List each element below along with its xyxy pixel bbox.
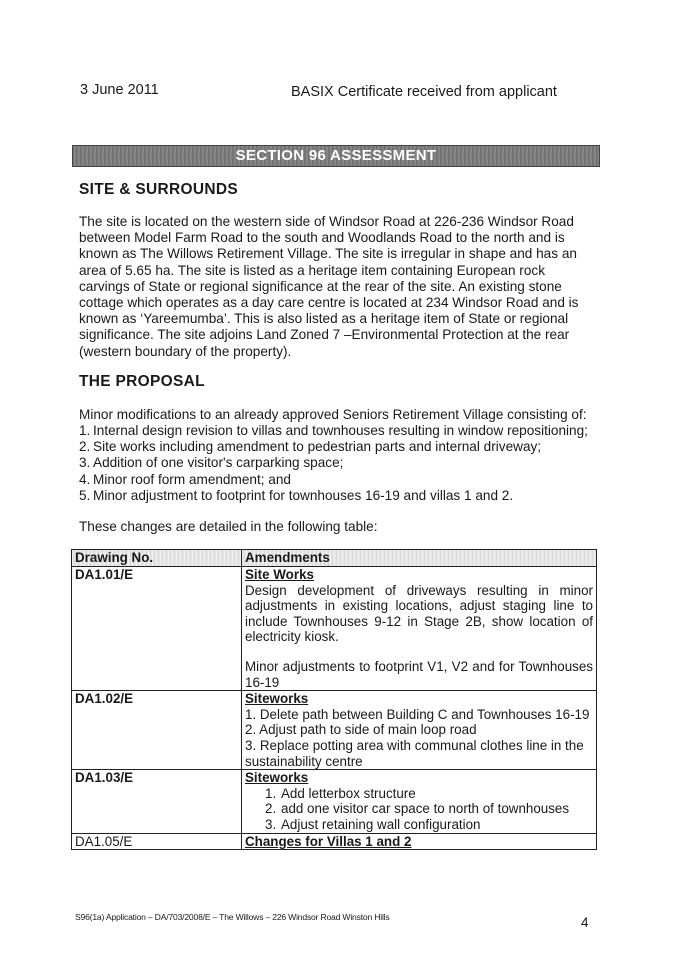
table-header-row: [72, 550, 597, 567]
header-date: 3 June 2011: [80, 82, 159, 98]
table-row: [72, 770, 597, 833]
amendment-title: Site Works: [245, 567, 314, 582]
drawing-number: DA1.05/E: [72, 833, 242, 850]
amendment-line: 1. Delete path between Building C and Townhouses 16-19: [245, 706, 590, 722]
column-header-drawing: Drawing No.: [72, 550, 242, 567]
proposal-heading: THE PROPOSAL: [79, 373, 205, 390]
site-paragraph: The site is located on the western side of Windsor Road at 226-236 Windsor Road between Model Farm Road to the south and Woodlands Road to the north and is known as The Willows Retirement Village. The site is irregular in shape and has an area of 5.65 ha. The site is listed as a heritage item containing European rock carvings of State or regional significance at the rear of the site. An existing stone cottage which operates as a day care centre is located at 234 Windsor Road and is known as ‘Yareemumba’. This is also listed as a heritage item of State or regional significance. The site adjoins Land Zoned 7 –Environmental Protection at the rear (western boundary of the property).: [79, 214, 579, 359]
amendment-cell: [242, 691, 597, 770]
list-item: 1. Internal design revision to villas and townhouses resulting in window repositioning;: [79, 423, 588, 438]
list-item: 1. Add letterbox structure: [265, 785, 416, 801]
list-item: 3. Addition of one visitor's carparking space;: [79, 455, 344, 471]
amendment-line: 2. Adjust path to side of main loop road: [245, 722, 477, 738]
amendment-cell: [242, 833, 597, 850]
proposal-list: [79, 423, 599, 504]
list-item: 2. add one visitor car space to north of townhouses: [265, 801, 570, 817]
amendment-title: Siteworks: [245, 770, 309, 786]
page-number: 4: [581, 915, 589, 930]
list-item: 5. Minor adjustment to footprint for townhouses 16-19 and villas 1 and 2.: [79, 487, 514, 503]
table-row: [72, 567, 597, 691]
amendment-text: Design development of driveways resulting in minor adjustments in existing locations, adjust staging line to include Townhouses 9-12 in Stage 2B, show location of electricity kiosk.: [245, 582, 593, 645]
list-item: 4. Minor roof form amendment; and: [79, 471, 291, 487]
amendment-title: Changes for Villas 1 and 2: [245, 833, 412, 849]
table-intro: These changes are detailed in the following table:: [79, 519, 378, 534]
drawing-number: DA1.01/E: [72, 567, 242, 691]
drawing-number: DA1.02/E: [72, 691, 242, 770]
amendment-cell: [242, 567, 597, 691]
list-item: 2. Site works including amendment to pedestrian parts and internal driveway;: [79, 439, 542, 455]
header-note: BASIX Certificate received from applicant: [291, 84, 557, 100]
table-row: [72, 833, 597, 850]
proposal-intro: Minor modifications to an already approved Seniors Retirement Village consisting of:: [79, 407, 587, 422]
amendment-list: [245, 786, 593, 833]
amendment-text: Minor adjustments to footprint V1, V2 and for Townhouses 16-19: [245, 658, 593, 690]
section-title: SECTION 96 ASSESSMENT: [235, 147, 437, 164]
amendment-cell: [242, 770, 597, 833]
column-header-amendments: Amendments: [242, 550, 597, 567]
footer-reference: S96(1a) Application – DA/703/2008/E – The Willows – 226 Windsor Road Winston Hills: [75, 912, 390, 922]
amendment-title: Siteworks: [245, 691, 309, 707]
amendment-line: 3. Replace potting area with communal clothes line in the sustainability centre: [245, 737, 584, 769]
list-item: 3. Adjust retaining wall configuration: [265, 816, 481, 832]
section-banner: [72, 145, 600, 167]
drawing-number: DA1.03/E: [72, 770, 242, 833]
site-heading: SITE & SURROUNDS: [79, 181, 238, 198]
table-row: [72, 691, 597, 770]
amendments-table: [71, 549, 597, 850]
